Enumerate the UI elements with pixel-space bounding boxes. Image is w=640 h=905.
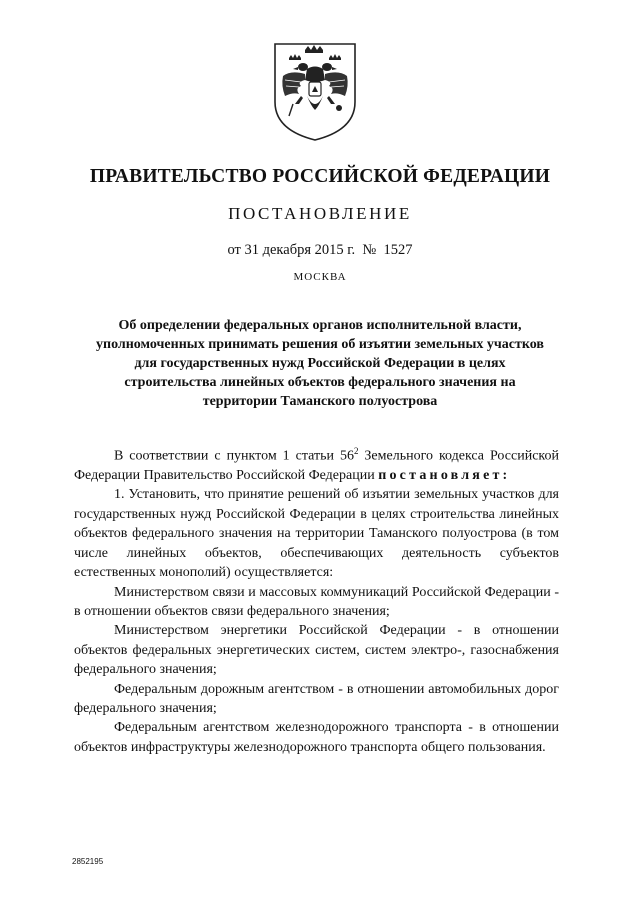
article-superscript: 2 [353, 446, 359, 456]
clause-item-3: Федеральным дорожным агентством - в отношении автомобильных дорог федерального значения; [74, 681, 559, 716]
document-code: 2852195 [72, 857, 104, 866]
preamble-text-end: Земельного кодекса Российской Федерации Правительство Российской Федерации [74, 448, 559, 484]
preamble-paragraph [74, 442, 559, 485]
document-body [74, 442, 559, 757]
preamble-text-start: В соответствии с пунктом 1 статьи 56 [114, 448, 354, 464]
resolves-word: постановляет: [378, 468, 511, 484]
clause-item-2: Министерством энергетики Российской Федерации - в отношении объектов федеральных энергетических систем, систем электро-, газоснабжения федерального значения; [74, 623, 559, 678]
document-date-number: от 31 декабря 2015 г. № 1527 [227, 242, 413, 258]
clause-item-1: Министерством связи и массовых коммуникаций Российской Федерации - в отношении объектов связи федерального значения; [74, 584, 559, 619]
document-city: МОСКВА [293, 271, 347, 283]
document-type: ПОСТАНОВЛЕНИЕ [228, 204, 412, 223]
document-heading: Об определении федеральных органов исполнительной власти, уполномоченных принимать решения об изъятии земельных участков для государственных нужд Российской Федерации в целях строительства линейных объектов федерального значения на территории Таманского полуострова [96, 318, 544, 409]
clause-item-4: Федеральным агентством железнодорожного транспорта - в отношении объектов инфраструктуры железнодорожного транспорта общего пользования. [74, 720, 559, 755]
clause-1: 1. Установить, что принятие решений об изъятии земельных участков для государственных нужд Российской Федерации в целях строительства линейных объектов федерального значения на территории Таманского полуострова (в том числе линейных объектов, обеспечивающих деятельность субъектов естественных монополий) осуществляется: [74, 487, 559, 581]
coat-of-arms-icon [271, 40, 359, 142]
government-title: ПРАВИТЕЛЬСТВО РОССИЙСКОЙ ФЕДЕРАЦИИ [89, 166, 551, 187]
